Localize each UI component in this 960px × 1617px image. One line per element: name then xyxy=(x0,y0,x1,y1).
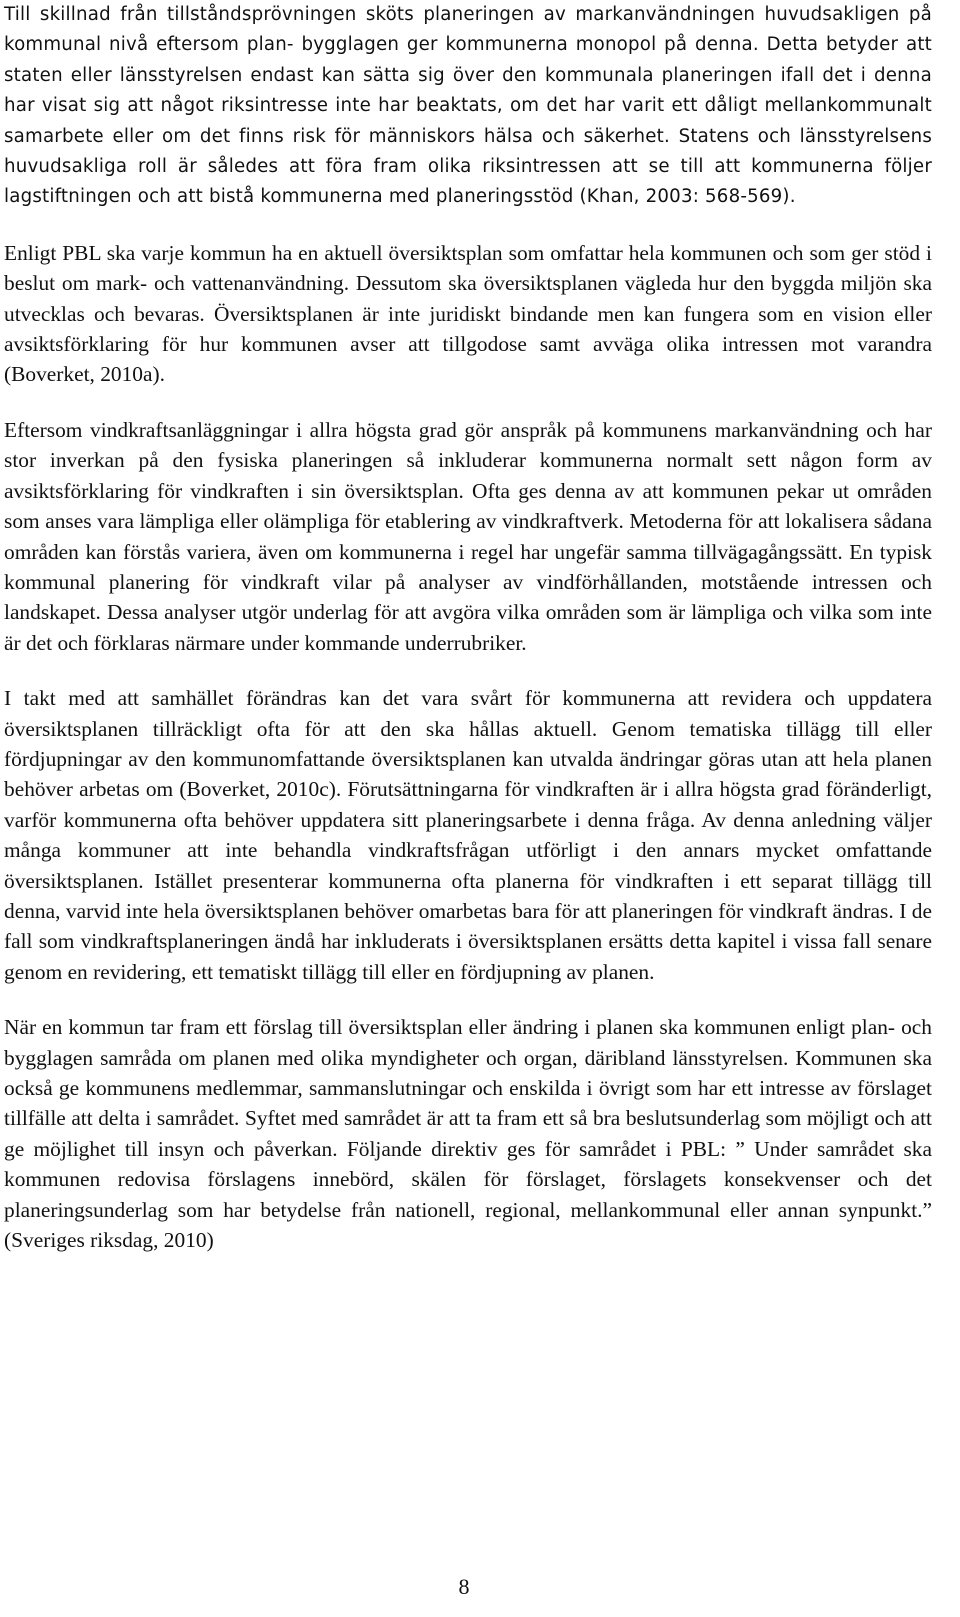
body-paragraph: I takt med att samhället förändras kan det vara svårt för kommunerna att revidera och uppdatera översiktsplanen tillräckligt ofta för att den ska hållas aktuell. Genom tematiska tillägg till eller fördjupningar av den kommunomfattande översiktsplanen kan utvalda ändringar göras utan att hela planen behöver arbetas om (Boverket, 2010c). Förutsättningarna för vindkraften är i allra högsta grad föränderligt, varför kommunerna ofta behöver uppdatera sitt planeringsarbete i denna fråga. Av denna anledning väljer många kommuner att inte behandla vindkraftsfrågan utförligt i den annars mycket omfattande översiktsplanen. Istället presenterar kommunerna ofta planerna för vindkraften i ett separat tillägg till denna, varvid inte hela översiktsplanen behöver omarbetas bara för att planeringen för vindkraft ändras. I de fall som vindkraftsplaneringen ändå har inkluderats i översiktsplanen ersätts detta kapitel i vissa fall senare genom en revidering, ett tematiskt tillägg till eller en fördjupning av planen. xyxy=(4,686,932,984)
body-paragraph: Enligt PBL ska varje kommun ha en aktuell översiktsplan som omfattar hela kommunen och som ger stöd i beslut om mark- och vattenanvändning. Dessutom ska översiktsplanen vägleda hur den byggda miljön ska utvecklas och bevaras. Översiktsplanen är inte juridiskt bindande men kan fungera som en vision eller avsiktsförklaring för hur kommunen avser att tillgodose samt avväga olika intressen mot varandra (Boverket, 2010a). xyxy=(4,240,932,387)
body-paragraph: Till skillnad från tillståndsprövningen sköts planeringen av markanvändningen huvudsakligen på kommunal nivå eftersom plan- bygglagen ger kommunerna monopol på denna. Detta betyder att staten eller länsstyrelsen endast kan sätta sig över den kommunala planeringen ifall det i denna har visat sig att något riksintresse inte har beaktats, om det har varit ett dåligt mellankommunalt samarbete eller om det finns risk för människors hälsa och säkerhet. Statens och länsstyrelsens huvudsakliga roll är således att föra fram olika riksintressen att se till att kommunerna följer lagstiftningen och att bistå kommunerna med planeringsstöd (Khan, 2003: 568-569). xyxy=(4,4,932,208)
page-number: 8 xyxy=(458,1574,470,1599)
body-paragraph: När en kommun tar fram ett förslag till översiktsplan eller ändring i planen ska kommunen enligt plan- och bygglagen samråda om planen med olika myndigheter och organ, däribland länsstyrelsen. Kommunen ska också ge kommunens medlemmar, sammanslutningar och enskilda i övrigt som har ett intresse av förslaget tillfälle att delta i samrådet. Syftet med samrådet är att ta fram ett så bra beslutsunderlag som möjligt och att ge möjlighet till insyn och påverkan. Följande direktiv ges för samrådet i PBL: ” Under samrådet ska kommunen redovisa förslagens innebörd, skälen för förslaget, förslagets konsekvenser och det planeringsunderlag som har betydelse från nationell, regional, mellankommunal eller annan synpunkt.” (Sveriges riksdag, 2010) xyxy=(4,1015,932,1253)
body-paragraph: Eftersom vindkraftsanläggningar i allra högsta grad gör anspråk på kommunens markanvändning och har stor inverkan på den fysiska planeringen så inkluderar kommunerna normalt sett någon form av avsiktsförklaring för vindkraften i sin översiktsplan. Ofta ges denna av att kommunen pekar ut områden som anses vara lämpliga eller olämpliga för etablering av vindkraftverk. Metoderna för att lokalisera sådana områden kan förstås variera, även om kommunerna i regel har ungefär samma tillvägagångssätt. En typisk kommunal planering för vindkraft vilar på analyser av vindförhållanden, motstående intressen och landskapet. Dessa analyser utgör underlag för att avgöra vilka områden som är lämpliga och vilka som inte är det och förklaras närmare under kommande underrubriker. xyxy=(4,417,932,655)
document-page xyxy=(4,0,932,1280)
